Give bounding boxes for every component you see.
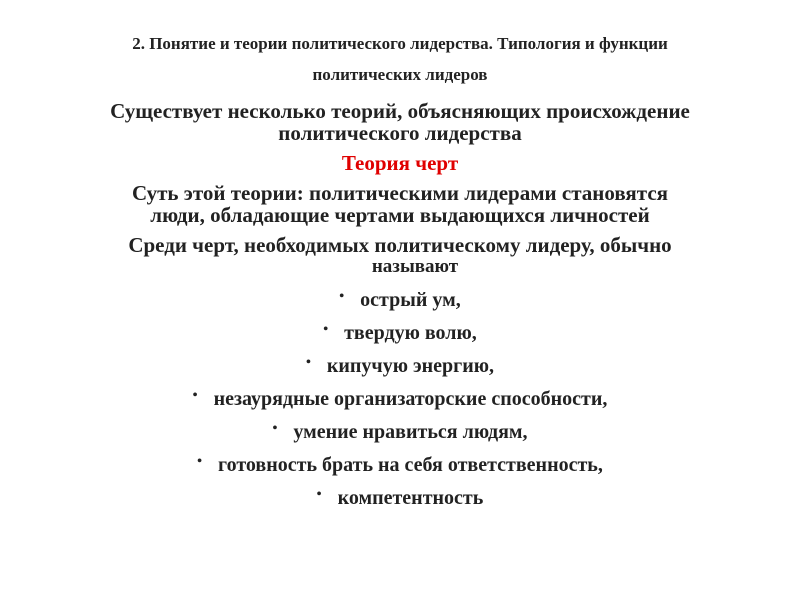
trait-text: кипучую энергию, <box>326 355 495 377</box>
slide-body <box>20 100 780 517</box>
bullet-icon: • <box>339 289 345 304</box>
trait-text: умение нравиться людям, <box>293 421 528 443</box>
essence-line-1: Суть этой теории: политическими лидерами становятся <box>131 181 669 205</box>
list-item <box>20 385 780 418</box>
essence-line-2: люди, обладающие чертами выдающихся личностей <box>150 203 650 227</box>
title-line-1: 2. Понятие и теории политического лидерства. Типология и функции <box>132 34 668 53</box>
bullet-icon: • <box>316 487 322 502</box>
intro-line-2: политического лидерства <box>278 121 522 145</box>
trait-text: готовность брать на себя ответственность, <box>218 454 603 476</box>
traits-intro-paragraph <box>20 234 780 286</box>
trait-text: острый ум, <box>360 289 461 311</box>
trait-text: твердую волю, <box>344 322 477 344</box>
traits-intro-line-1: Среди черт, необходимых политическому лидеру, обычно <box>128 233 672 257</box>
theory-heading: Теория черт <box>341 151 459 175</box>
list-item <box>20 352 780 385</box>
list-item <box>20 319 780 352</box>
bullet-icon: • <box>323 322 329 337</box>
bullet-icon: • <box>192 388 198 403</box>
traits-intro-line-2: называют <box>371 256 459 277</box>
trait-text: незаурядные организаторские способности, <box>213 388 608 410</box>
slide-title <box>20 28 780 90</box>
intro-line-1: Существует несколько теорий, объясняющих происхождение <box>110 99 690 123</box>
list-item <box>20 286 780 319</box>
title-line-2: политических лидеров <box>312 65 488 84</box>
trait-text: компетентность <box>337 487 484 509</box>
list-item <box>20 484 780 517</box>
bullet-icon: • <box>272 421 278 436</box>
list-item <box>20 418 780 451</box>
list-item <box>20 451 780 484</box>
essence-paragraph <box>20 182 780 234</box>
bullet-icon: • <box>197 454 203 469</box>
intro-paragraph <box>20 100 780 152</box>
traits-list <box>20 286 780 517</box>
bullet-icon: • <box>305 355 311 370</box>
